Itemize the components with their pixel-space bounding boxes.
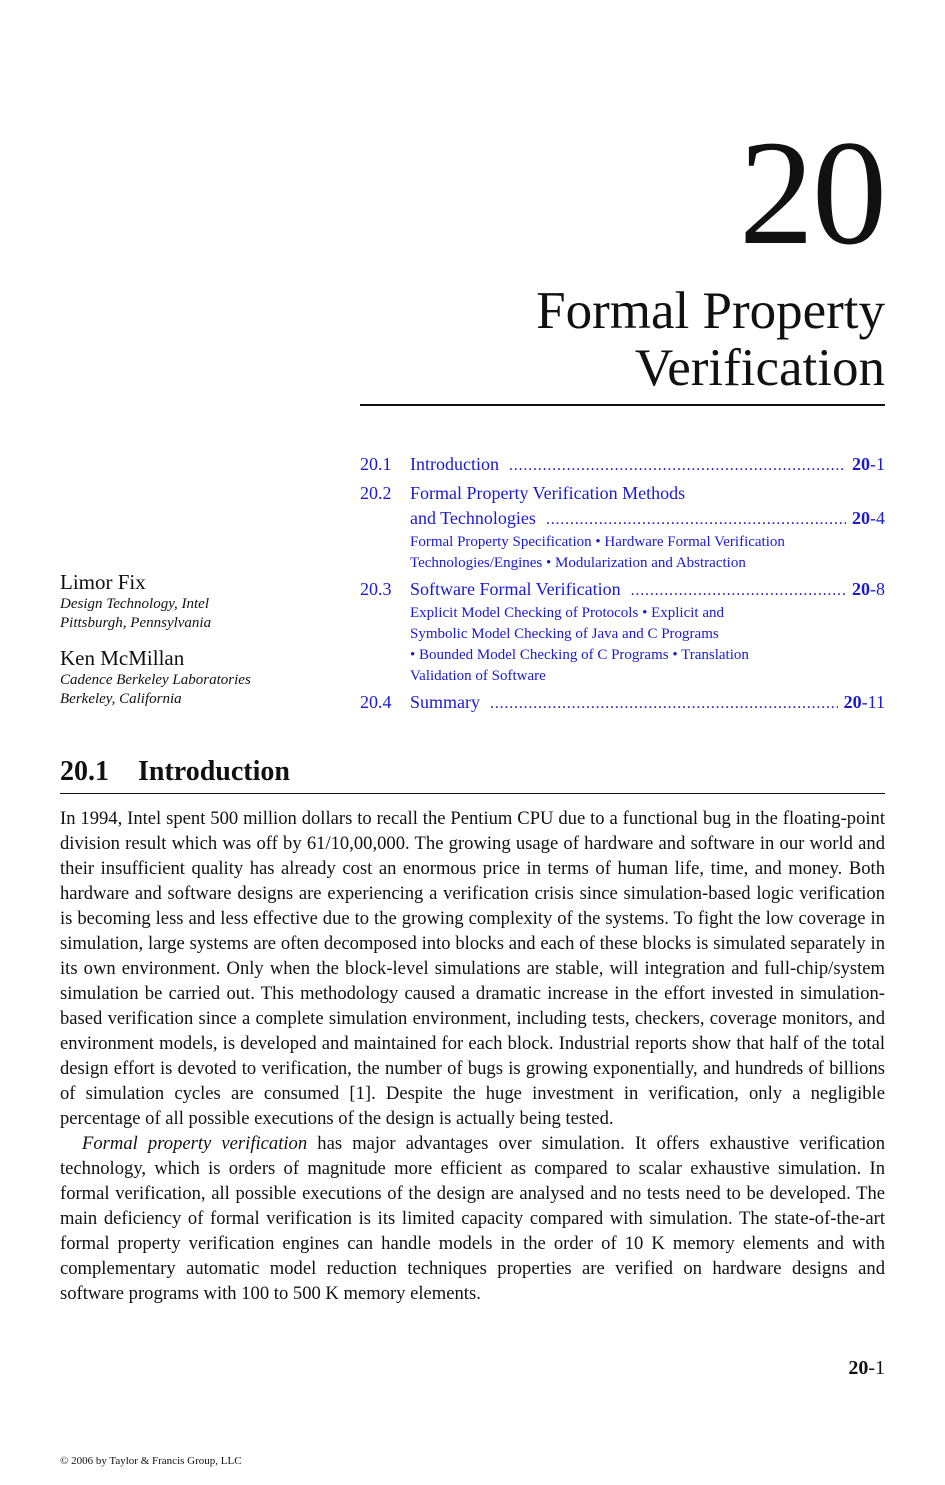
toc-entry-number: 20.1 [360, 454, 392, 474]
emphasized-term: Formal property verification [82, 1133, 308, 1154]
page-number: 20-1 [848, 1357, 885, 1379]
bullet-separator: • [595, 534, 601, 550]
toc-page-link[interactable]: 20-4 [852, 508, 885, 528]
copyright-notice: © 2006 by Taylor & Francis Group, LLC [60, 1455, 242, 1467]
author-location: Pittsburgh, Pennsylvania [60, 615, 212, 631]
toc-subsection-link[interactable]: Validation of Software [410, 668, 546, 684]
bullet-separator: • [546, 555, 552, 571]
body-paragraph: Formal property verification has major advantages over simulation. It offers exhaustive verification technology, which is orders of magnitude more efficient as compared to scalar exhaustive simulation. In formal verification, all possible executions of the design are analysed and no tests need to be developed. The main deficiency of formal verification is its limited capacity compared with simulation. The state-of-the-art formal property verification engines can handle models in the order of 10 K memory elements and with complementary automatic model reduction techniques properties are verified on hardware designs and software programs with 100 to 500 K memory elements. [60, 1133, 885, 1304]
toc-page-link[interactable]: 20-8 [852, 579, 885, 599]
toc-entry-20-2[interactable] [360, 481, 885, 574]
toc-leader-dots [509, 452, 846, 478]
toc-entry-title-link[interactable]: Software Formal Verification [410, 579, 621, 599]
toc-subsection-link[interactable]: Symbolic Model Checking of Java and C Programs [410, 626, 719, 642]
toc-subsection-link[interactable]: Modularization and Abstraction [555, 555, 746, 571]
toc-subsection-link[interactable]: Translation [681, 647, 749, 663]
author-block [60, 569, 251, 633]
toc-subsection-link[interactable]: Hardware Formal Verification [604, 534, 785, 550]
toc-subsection-link[interactable]: Bounded Model Checking of C Programs [419, 647, 669, 663]
toc-subsection-link[interactable]: Technologies/Engines [410, 555, 543, 571]
toc-subsection-link[interactable]: Explicit Model Checking of Protocols [410, 605, 639, 621]
toc-entry-number: 20.2 [360, 483, 392, 503]
toc-entry-20-4[interactable] [360, 690, 885, 716]
author-affiliation: Cadence Berkeley Laboratories [60, 672, 251, 688]
section-title: Introduction [138, 756, 290, 787]
toc-entry-number: 20.3 [360, 579, 392, 599]
bullet-separator: • [642, 605, 648, 621]
chapter-title [536, 283, 885, 397]
table-of-contents [360, 452, 885, 716]
toc-subsections [360, 532, 885, 574]
body-paragraph: In 1994, Intel spent 500 million dollars to recall the Pentium CPU due to a functional bug in the floating-point division result which was off by 61/10,00,000. The growing usage of hardware and software in our world and their insufficient quality has already cost an enormous price in terms of human life, time, and money. Both hardware and software designs are experiencing a verification crisis since simulation-based logic verification is becoming less and less effective due to the growing complexity of the systems. To fight the low coverage in simulation, large systems are often decomposed into blocks and each of these blocks is simulated separately in its own environment. Only when the block-level simulations are stable, will integration and full-chip/system simulation be carried out. This methodology caused a dramatic increase in the effort invested in simulation-based verification since a complete simulation environment, including tests, checkers, coverage monitors, and environment models, is developed and maintained for each block. Industrial reports show that half of the total design effort is devoted to verification, the number of bugs is growing exponentially, and hundreds of billions of simulation cycles are consumed [1]. Despite the huge investment in verification, only a negligible percentage of all possible executions of the design is actually being tested. [60, 808, 885, 1129]
author-list [60, 569, 251, 721]
author-name: Ken McMillan [60, 646, 185, 670]
section-heading [60, 754, 885, 794]
toc-entry-number: 20.4 [360, 692, 392, 712]
bullet-separator: • [672, 647, 678, 663]
toc-entry-title-link[interactable]: Formal Property Verification Methods [410, 483, 686, 503]
body-text [60, 806, 885, 1306]
author-name: Limor Fix [60, 570, 146, 594]
toc-entry-title-link[interactable]: Introduction [410, 454, 499, 474]
author-block [60, 645, 251, 709]
chapter-title-line-2: Verification [634, 339, 885, 397]
section-number: 20.1 [60, 756, 109, 787]
toc-page-link[interactable]: 20-11 [843, 692, 885, 712]
toc-entry-20-1[interactable] [360, 452, 885, 478]
toc-entry-20-3[interactable] [360, 577, 885, 687]
toc-leader-dots [490, 690, 838, 716]
toc-leader-dots [631, 577, 846, 603]
author-affiliation: Design Technology, Intel [60, 596, 210, 612]
title-divider [360, 404, 885, 406]
toc-page-link[interactable]: 20-1 [852, 454, 885, 474]
toc-subsections [360, 603, 885, 687]
toc-entry-title-link[interactable]: Summary [410, 692, 480, 712]
bullet-separator: • [410, 647, 416, 663]
chapter-title-line-1: Formal Property [536, 282, 885, 340]
toc-subsection-link[interactable]: Explicit and [651, 605, 724, 621]
toc-leader-dots [546, 506, 846, 532]
chapter-number: 20 [739, 110, 885, 276]
toc-entry-title-link-cont[interactable]: and Technologies [410, 508, 536, 528]
toc-subsection-link[interactable]: Formal Property Specification [410, 534, 592, 550]
author-location: Berkeley, California [60, 691, 182, 707]
